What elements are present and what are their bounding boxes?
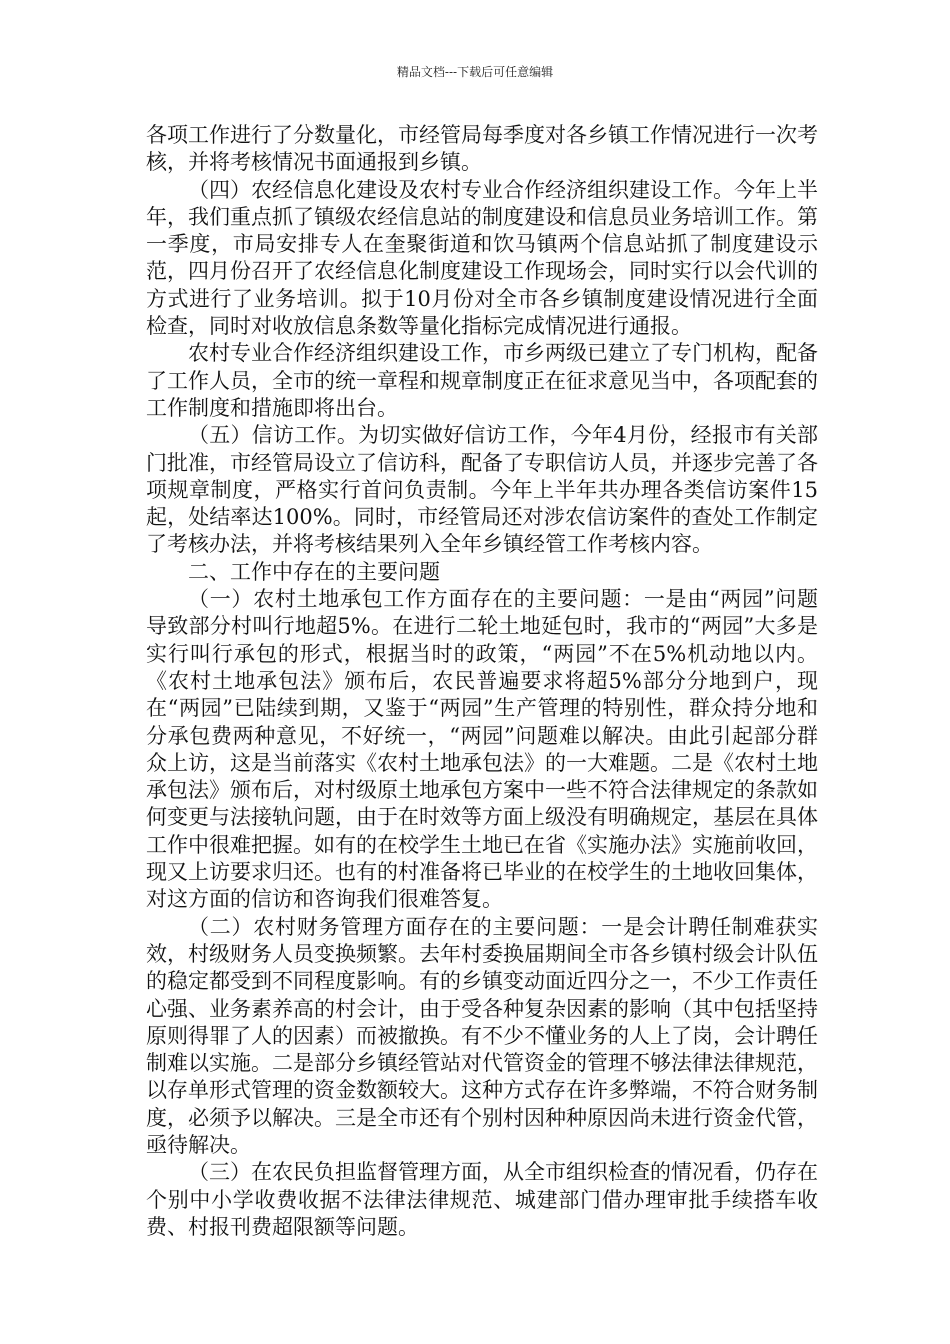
page-header: 精品文档---下载后可任意编辑 [396, 65, 554, 79]
paragraph-4: （五）信访工作。为切实做好信访工作，今年4月份，经报市有关部门批准，市经管局设立了信访科，配备了专职信访人员，并逐步完善了各项规章制度，严格实行首问负责制。今年上半年共办理各类信访案件15起，处结率达100%。同时，市经管局还对涉农信访案件的查处工作制定了考核办法，并将考核结果列入全年乡镇经管工作考核内容。 [146, 423, 818, 557]
paragraph-6: （二）农村财务管理方面存在的主要问题：一是会计聘任制难获实效，村级财务人员变换频繁。去年村委换届期间全市各乡镇村级会计队伍的稳定都受到不同程度影响。有的乡镇变动面近四分之一，不少工作责任心强、业务素养高的村会计，由于受各种复杂因素的影响（其中包括坚持原则得罪了人的因素）而被撤换。有不少不懂业务的人上了岗，会计聘任制难以实施。二是部分乡镇经管站对代管资金的管理不够法律法律规范，以存单形式管理的资金数额较大。这种方式存在许多弊端，不符合财务制度，必须予以解决。三是全市还有个别村因种种原因尚未进行资金代管，亟待解决。 [146, 914, 818, 1157]
document-body [146, 122, 818, 1241]
paragraph-3: 农村专业合作经济组织建设工作，市乡两级已建立了专门机构，配备了工作人员，全市的统一章程和规章制度正在征求意见当中，各项配套的工作制度和措施即将出台。 [146, 341, 818, 420]
section-heading: 二、工作中存在的主要问题 [188, 559, 440, 584]
paragraph-1: 各项工作进行了分数量化，市经管局每季度对各乡镇工作情况进行一次考核，并将考核情况书面通报到乡镇。 [146, 123, 818, 175]
paragraph-2: （四）农经信息化建设及农村专业合作经济组织建设工作。今年上半年，我们重点抓了镇级农经信息站的制度建设和信息员业务培训工作。第一季度，市局安排专人在奎聚街道和饮马镇两个信息站抓了制度建设示范，四月份召开了农经信息化制度建设工作现场会，同时实行以会代训的方式进行了业务培训。拟于10月份对全市各乡镇制度建设情况进行全面检查，同时对收放信息条数等量化指标完成情况进行通报。 [146, 177, 818, 339]
paragraph-7: （三）在农民负担监督管理方面，从全市组织检查的情况看，仍存在个别中小学收费收据不法律法律规范、城建部门借办理审批手续搭车收费、村报刊费超限额等问题。 [146, 1160, 818, 1239]
paragraph-5: （一）农村土地承包工作方面存在的主要问题：一是由“两园”问题导致部分村叫行地超5%。在进行二轮土地延包时，我市的“两园”大多是实行叫行承包的形式，根据当时的政策，“两园”不在5%机动地以内。《农村土地承包法》颁布后，农民普遍要求将超5%部分分地到户，现在“两园”已陆续到期，又鉴于“两园”生产管理的特别性，群众持分地和分承包费两种意见，不好统一，“两园”问题难以解决。由此引起部分群众上访，这是当前落实《农村土地承包法》的一大难题。二是《农村土地承包法》颁布后，对村级原土地承包方案中一些不符合法律规定的条款如何变更与法接轨问题，由于在时效等方面上级没有明确规定，基层在具体工作中很难把握。如有的在校学生土地已在省《实施办法》实施前收回，现又上访要求归还。也有的村准备将已毕业的在校学生的土地收回集体，对这方面的信访和咨询我们很难答复。 [146, 587, 818, 912]
